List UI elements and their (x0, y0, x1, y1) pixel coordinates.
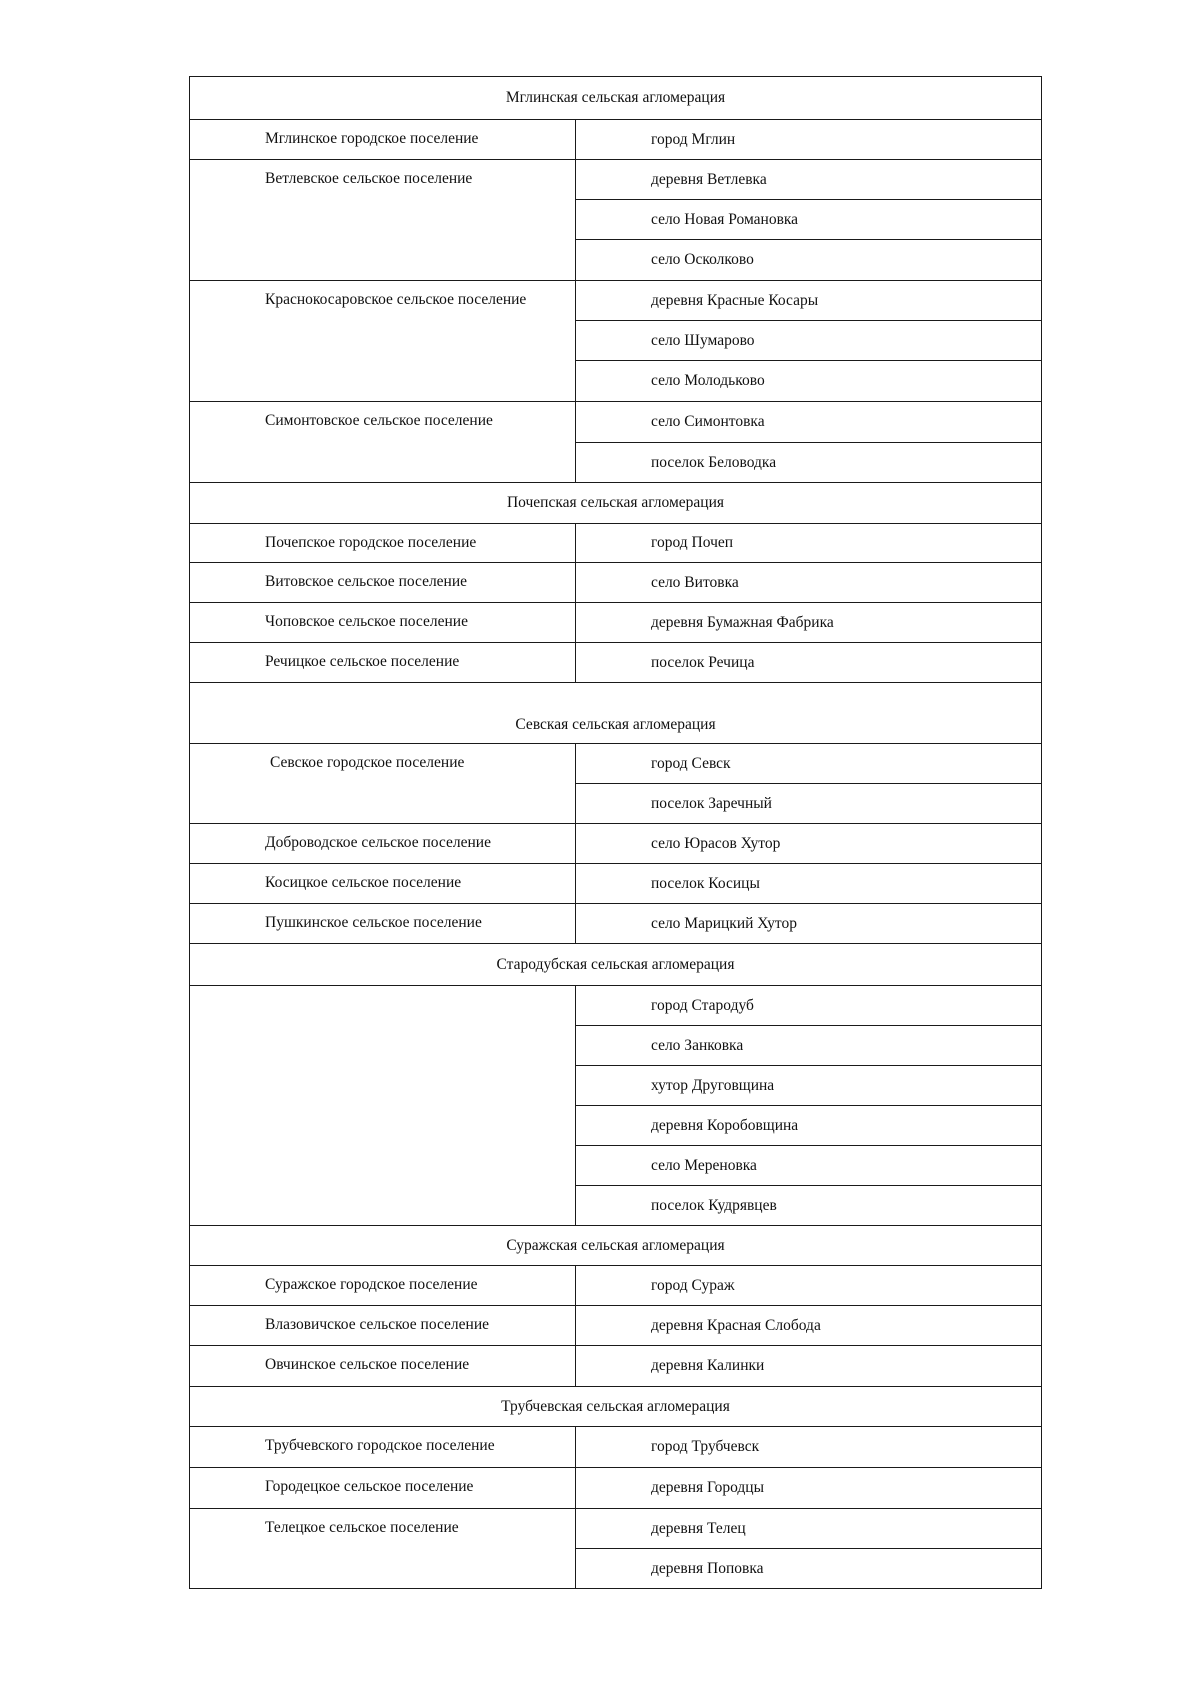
settlement-cell (190, 986, 576, 1226)
settlement-cell: Суражское городское поселение (190, 1266, 576, 1306)
settlement-cell: Симонтовское сельское поселение (190, 402, 576, 483)
table-row (190, 864, 1042, 904)
settlement-cell: Почепское городское поселение (190, 524, 576, 563)
locality-cell: село Марицкий Хутор (576, 904, 1042, 944)
locality-cell: село Новая Романовка (576, 200, 1042, 240)
locality-cell: деревня Поповка (576, 1549, 1042, 1589)
settlement-cell: Доброводское сельское поселение (190, 824, 576, 864)
section-title: Суражская сельская агломерация (190, 1226, 1042, 1266)
table-row (190, 524, 1042, 563)
settlement-cell: Косицкое сельское поселение (190, 864, 576, 904)
settlement-cell: Пушкинское сельское поселение (190, 904, 576, 944)
table-row (190, 281, 1042, 321)
section-title: Севская сельская агломерация (190, 683, 1042, 744)
section-title: Стародубская сельская агломерация (190, 944, 1042, 986)
table-row (190, 824, 1042, 864)
settlement-cell: Трубчевского городское поселение (190, 1427, 576, 1468)
table-row (190, 402, 1042, 443)
table-row (190, 643, 1042, 683)
table-row (190, 563, 1042, 603)
section-header-row (190, 1226, 1042, 1266)
locality-cell: город Почеп (576, 524, 1042, 563)
locality-cell: село Витовка (576, 563, 1042, 603)
section-header-row (190, 77, 1042, 120)
settlement-cell: Влазовичское сельское поселение (190, 1306, 576, 1346)
section-header-row (190, 683, 1042, 744)
section-header-row (190, 944, 1042, 986)
locality-cell: село Симонтовка (576, 402, 1042, 443)
settlement-cell: Чоповское сельское поселение (190, 603, 576, 643)
locality-cell: хутор Друговщина (576, 1066, 1042, 1106)
settlement-cell: Речицкое сельское поселение (190, 643, 576, 683)
locality-cell: село Юрасов Хутор (576, 824, 1042, 864)
locality-cell: деревня Коробовщина (576, 1106, 1042, 1146)
locality-cell: село Молодьково (576, 361, 1042, 402)
table-row (190, 160, 1042, 200)
table-row (190, 904, 1042, 944)
locality-cell: поселок Кудрявцев (576, 1186, 1042, 1226)
locality-cell: поселок Речица (576, 643, 1042, 683)
agglomeration-table (189, 76, 1042, 1589)
locality-cell: поселок Заречный (576, 784, 1042, 824)
locality-cell: деревня Ветлевка (576, 160, 1042, 200)
table-row (190, 120, 1042, 160)
settlement-cell: Краснокосаровское сельское поселение (190, 281, 576, 402)
locality-cell: город Севск (576, 744, 1042, 784)
settlement-cell: Овчинское сельское поселение (190, 1346, 576, 1387)
locality-cell: поселок Косицы (576, 864, 1042, 904)
locality-cell: село Занковка (576, 1026, 1042, 1066)
settlement-cell: Севское городское поселение (190, 744, 576, 824)
section-header-row (190, 1387, 1042, 1427)
locality-cell: город Стародуб (576, 986, 1042, 1026)
table-row (190, 1346, 1042, 1387)
locality-cell: деревня Красная Слобода (576, 1306, 1042, 1346)
locality-cell: деревня Городцы (576, 1468, 1042, 1509)
locality-cell: деревня Красные Косары (576, 281, 1042, 321)
table-row (190, 1468, 1042, 1509)
table-row (190, 1306, 1042, 1346)
settlement-cell: Мглинское городское поселение (190, 120, 576, 160)
table-row (190, 1266, 1042, 1306)
locality-cell: деревня Калинки (576, 1346, 1042, 1387)
locality-cell: город Сураж (576, 1266, 1042, 1306)
table-row (190, 744, 1042, 784)
settlement-cell: Телецкое сельское поселение (190, 1509, 576, 1589)
section-title: Почепская сельская агломерация (190, 483, 1042, 524)
locality-cell: деревня Бумажная Фабрика (576, 603, 1042, 643)
section-title: Трубчевская сельская агломерация (190, 1387, 1042, 1427)
settlement-cell: Городецкое сельское поселение (190, 1468, 576, 1509)
locality-cell: село Осколково (576, 240, 1042, 281)
locality-cell: поселок Беловодка (576, 443, 1042, 483)
table-row (190, 1509, 1042, 1549)
section-title: Мглинская сельская агломерация (190, 77, 1042, 120)
table-row (190, 986, 1042, 1026)
locality-cell: село Мереновка (576, 1146, 1042, 1186)
locality-cell: город Мглин (576, 120, 1042, 160)
settlement-cell: Витовское сельское поселение (190, 563, 576, 603)
locality-cell: село Шумарово (576, 321, 1042, 361)
table-row (190, 603, 1042, 643)
locality-cell: город Трубчевск (576, 1427, 1042, 1468)
locality-cell: деревня Телец (576, 1509, 1042, 1549)
settlement-cell: Ветлевское сельское поселение (190, 160, 576, 281)
section-header-row (190, 483, 1042, 524)
table-row (190, 1427, 1042, 1468)
